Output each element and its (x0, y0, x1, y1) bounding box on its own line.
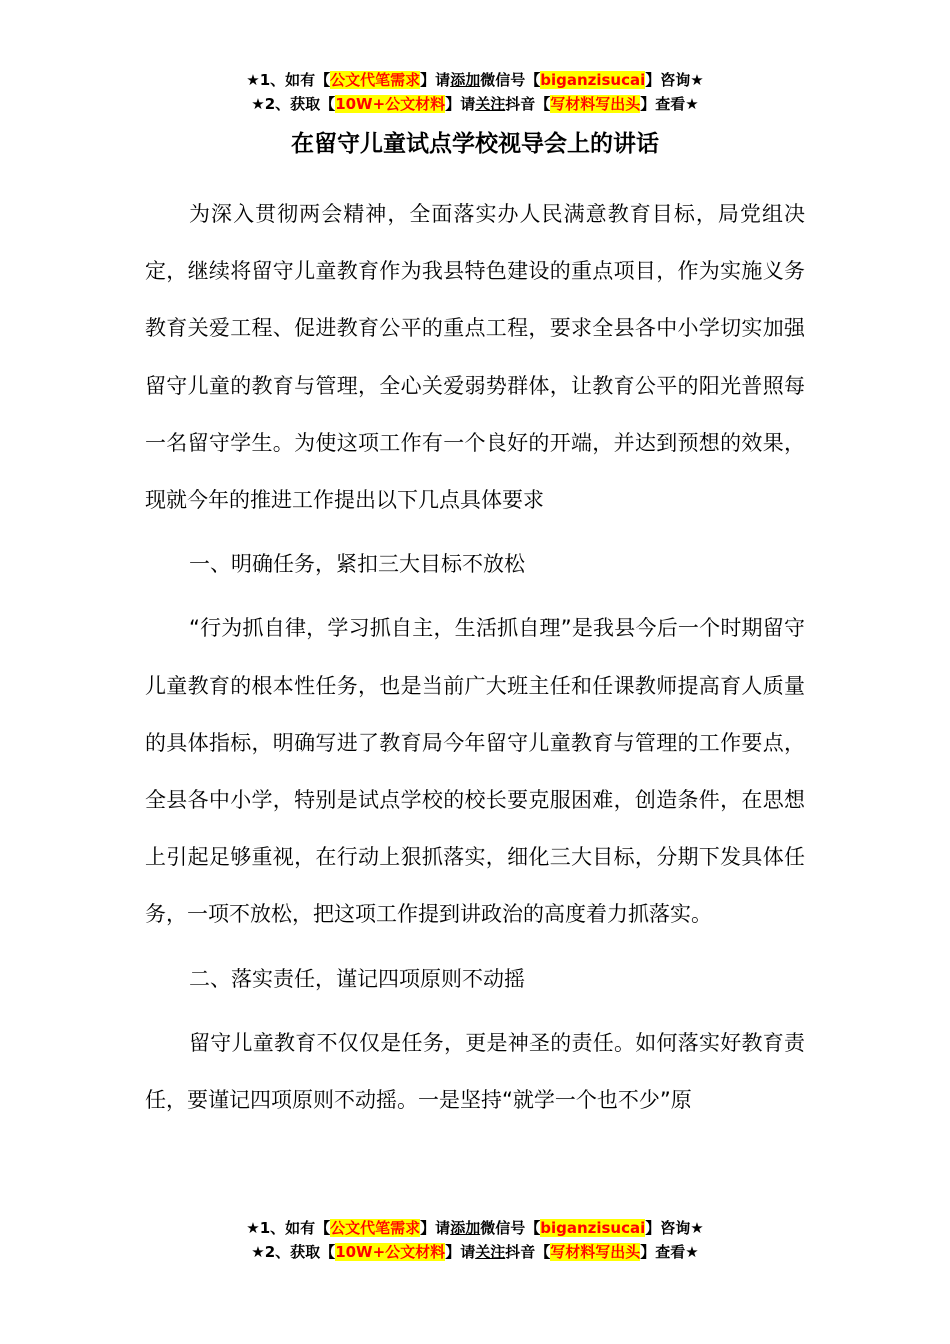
banner-underline: 添加 (450, 71, 481, 89)
banner-text: 微信号【 (480, 1219, 541, 1237)
banner-underline: 添加 (450, 1219, 481, 1237)
banner-douyin-id: 写材料写出头 (550, 1243, 641, 1261)
banner-text: 】请 (420, 1219, 451, 1237)
banner-text: 微信号【 (480, 71, 541, 89)
paragraph: 为深入贯彻两会精神，全面落实办人民满意教育目标，局党组决定，继续将留守儿童教育作为我县特色建设的重点项目，作为实施义务教育关爱工程、促进教育公平的重点工程，要求全县各中小学切实加强留守儿童的教育与管理，全心关爱弱势群体，让教育公平的阳光普照每一名留守学生。为使这项工作有一个良好的开端，并达到预想的效果，现就今年的推进工作提出以下几点具体要求 (145, 202, 805, 513)
banner-text: 】请 (445, 1243, 476, 1261)
banner-text: 】请 (445, 95, 476, 113)
banner-douyin-id: 写材料写出头 (550, 95, 641, 113)
banner-line-2 (0, 1240, 950, 1264)
banner-text: ★2、获取【 (251, 95, 336, 113)
banner-text: 】请 (420, 71, 451, 89)
banner-highlight: 10W+公文材料 (335, 95, 446, 113)
header-banner (0, 68, 950, 116)
banner-underline: 关注 (475, 1243, 506, 1261)
section-heading: 一、明确任务，紧扣三大目标不放松 (189, 552, 525, 577)
paragraph: 留守儿童教育不仅仅是任务，更是神圣的责任。如何落实好教育责任，要谨记四项原则不动摇。一是坚持“就学一个也不少”原 (145, 1030, 805, 1113)
banner-highlight: 公文代笔需求 (330, 1219, 421, 1237)
banner-text: 抖音【 (505, 1243, 551, 1261)
banner-text: 】查看★ (640, 95, 699, 113)
banner-underline: 关注 (475, 95, 506, 113)
banner-line-1 (0, 68, 950, 92)
banner-text: 】咨询★ (645, 1219, 704, 1237)
banner-highlight: 公文代笔需求 (330, 71, 421, 89)
banner-text: ★2、获取【 (251, 1243, 336, 1261)
banner-text: 抖音【 (505, 95, 551, 113)
banner-wechat-id: biganzisucai (540, 71, 646, 89)
banner-text: ★1、如有【 (246, 1219, 331, 1237)
document-title: 在留守儿童试点学校视导会上的讲话 (291, 131, 659, 157)
banner-wechat-id: biganzisucai (540, 1219, 646, 1237)
section-heading: 二、落实责任，谨记四项原则不动摇 (189, 966, 525, 991)
banner-line-1 (0, 1216, 950, 1240)
banner-highlight: 10W+公文材料 (335, 1243, 446, 1261)
banner-text: ★1、如有【 (246, 71, 331, 89)
banner-line-2 (0, 92, 950, 116)
document-body (145, 186, 805, 1129)
paragraph: “行为抓自律，学习抓自主，生活抓自理”是我县今后一个时期留守儿童教育的根本性任务，也是当前广大班主任和任课教师提高育人质量的具体指标，明确写进了教育局今年留守儿童教育与管理的工作要点，全县各中小学，特别是试点学校的校长要克服困难，创造条件，在思想上引起足够重视，在行动上狠抓落实，细化三大目标，分期下发具体任务，一项不放松，把这项工作提到讲政治的高度着力抓落实。 (145, 616, 805, 927)
banner-text: 】查看★ (640, 1243, 699, 1261)
footer-banner (0, 1216, 950, 1264)
banner-text: 】咨询★ (645, 71, 704, 89)
